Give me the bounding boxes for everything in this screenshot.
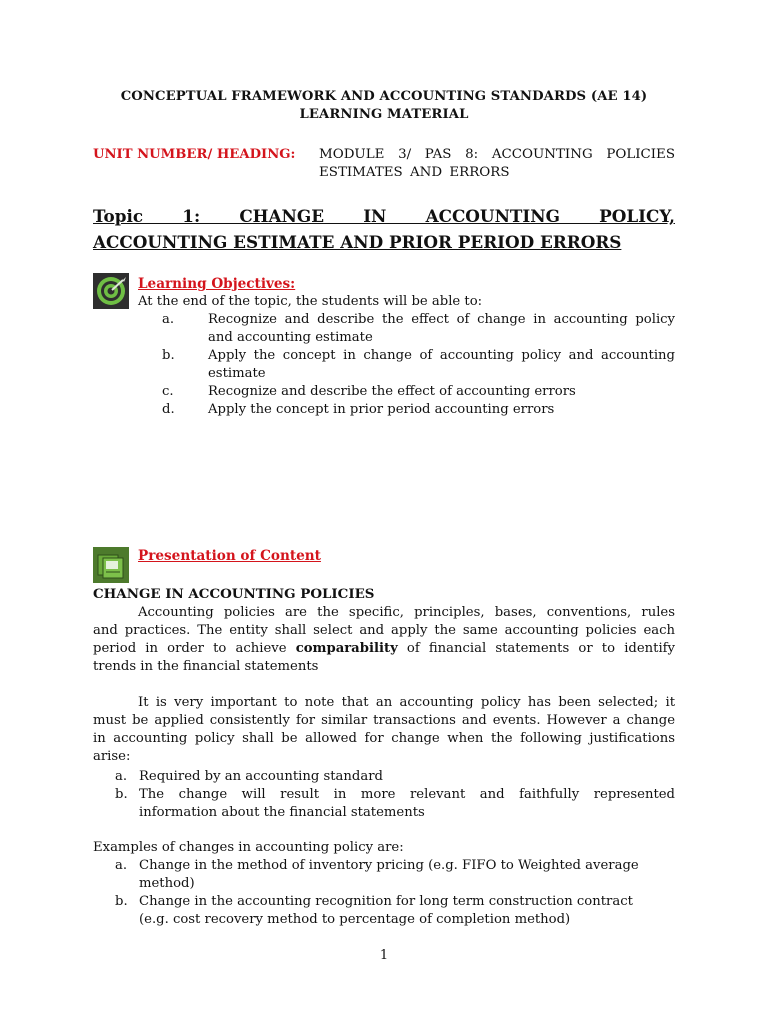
topic-title-line2: ACCOUNTING ESTIMATE AND PRIOR PERIOD ERRORS (93, 232, 622, 252)
paragraph-1-line-2: and practices. The entity shall select and apply the same accounting policies each (93, 623, 675, 638)
justifications-list (115, 768, 675, 822)
list-item: b. Change in the accounting recognition for long term construction contract (e.g. cost recovery method to percentage of completion method) (115, 894, 633, 927)
paragraph-2-line-4: arise: (93, 749, 131, 764)
list-item: a. Recognize and describe the effect of change in accounting policy and accounting estimate (162, 312, 675, 345)
learning-objectives-heading: Learning Objectives: (138, 276, 296, 292)
examples-intro: Examples of changes in accounting policy are: (93, 840, 404, 855)
paragraph-2-line-3: in accounting policy shall be allowed for change when the following justifications (93, 731, 675, 746)
course-title: CONCEPTUAL FRAMEWORK AND ACCOUNTING STANDARDS (AE 14) (120, 89, 648, 104)
unit-heading-label: UNIT NUMBER/ HEADING: (93, 147, 296, 162)
list-item: a. Required by an accounting standard (115, 769, 383, 784)
examples-list (115, 857, 675, 929)
list-item: a. Change in the method of inventory pricing (e.g. FIFO to Weighted average method) (115, 858, 639, 891)
list-item: b. Apply the concept in change of accounting policy and accounting estimate (162, 348, 675, 381)
objectives-intro: At the end of the topic, the students will be able to: (138, 294, 483, 309)
objectives-list (162, 311, 675, 419)
paragraph-1-line-3: period in order to achieve comparability of financial statements or to identify (93, 641, 675, 656)
section-title: CHANGE IN ACCOUNTING POLICIES (93, 586, 375, 602)
presentation-of-content-heading: Presentation of Content (138, 548, 321, 564)
page-number: 1 (379, 948, 389, 963)
paragraph-1-line-1: Accounting policies are the specific, principles, bases, conventions, rules (138, 605, 675, 620)
target-icon (93, 273, 129, 309)
topic-title-line1: Topic 1: CHANGE IN ACCOUNTING POLICY, (93, 206, 675, 226)
comparability-emphasis: comparability (295, 641, 398, 656)
list-item: d. Apply the concept in prior period accounting errors (162, 402, 555, 417)
paragraph-2-line-2: must be applied consistently for similar transactions and events. However a change (93, 713, 675, 728)
paragraph-2-line-1: It is very important to note that an accounting policy has been selected; it (138, 695, 675, 710)
unit-heading-value-line1: MODULE 3/ PAS 8: ACCOUNTING POLICIES (319, 147, 675, 162)
unit-heading-value-line2: ESTIMATES AND ERRORS (319, 165, 510, 180)
list-item: b. The change will result in more relevant and faithfully represented information about the financial statements (115, 787, 675, 820)
list-item: c. Recognize and describe the effect of accounting errors (162, 384, 576, 399)
presentation-slides-icon (93, 547, 129, 583)
material-type-title: LEARNING MATERIAL (299, 107, 469, 122)
paragraph-1-line-4: trends in the financial statements (93, 659, 319, 674)
